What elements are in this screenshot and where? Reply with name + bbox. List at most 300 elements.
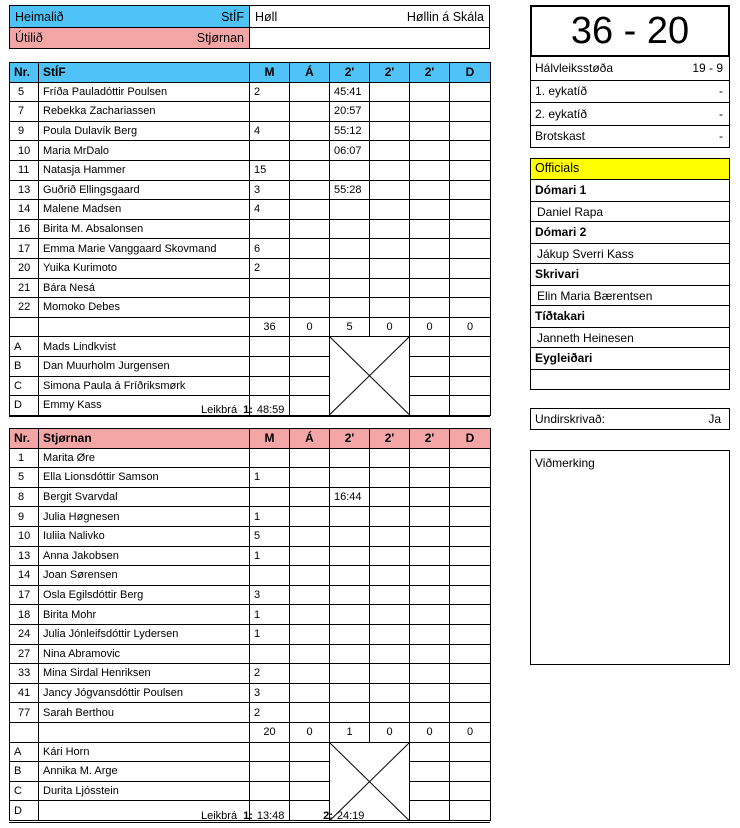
staff-m	[250, 781, 290, 801]
roster-header	[10, 63, 491, 83]
venue-label: Høll	[255, 9, 278, 24]
player-t1	[330, 160, 370, 180]
player-a	[290, 683, 330, 703]
col-a: Á	[290, 429, 330, 449]
player-name: Julia Jónleifsdóttir Lydersen	[39, 624, 250, 644]
player-name: Rebekka Zachariassen	[39, 102, 250, 122]
staff-code: B	[10, 356, 39, 376]
staff-m	[250, 356, 290, 376]
total-t2: 0	[370, 317, 410, 337]
player-t3	[410, 526, 450, 546]
player-name: Sarah Berthou	[39, 703, 250, 723]
player-t1	[330, 644, 370, 664]
player-row	[10, 82, 491, 102]
official-name-blank	[531, 369, 729, 389]
total-t1: 1	[330, 722, 370, 742]
player-a	[290, 200, 330, 220]
player-name: Bergit Svarvdal	[39, 487, 250, 507]
summary-row	[531, 80, 729, 103]
player-d	[450, 624, 491, 644]
player-t3	[410, 121, 450, 141]
player-name: Ella Lionsdóttir Samson	[39, 468, 250, 488]
col-team: StÍF	[39, 63, 250, 83]
player-number: 16	[10, 219, 39, 239]
player-t2	[370, 605, 410, 625]
total-d: 0	[450, 722, 491, 742]
player-t1: 20:57	[330, 102, 370, 122]
player-number: 11	[10, 160, 39, 180]
player-t1	[330, 683, 370, 703]
player-t1	[330, 468, 370, 488]
player-number: 27	[10, 644, 39, 664]
player-number: 18	[10, 605, 39, 625]
player-name: Emma Marie Vanggaard Skovmand	[39, 239, 250, 259]
player-a	[290, 526, 330, 546]
away-timeouts	[9, 810, 490, 823]
player-number: 41	[10, 683, 39, 703]
player-m: 6	[250, 239, 290, 259]
player-t2	[370, 200, 410, 220]
timeout-time: 24:19	[336, 810, 365, 822]
player-number: 14	[10, 566, 39, 586]
total-m: 36	[250, 317, 290, 337]
player-row	[10, 141, 491, 161]
player-a	[290, 448, 330, 468]
player-t2	[370, 507, 410, 527]
player-row	[10, 585, 491, 605]
player-a	[290, 644, 330, 664]
player-t1	[330, 585, 370, 605]
staff-row	[10, 762, 491, 782]
summary-row	[531, 125, 729, 148]
score-summary	[530, 57, 730, 148]
totals-row	[10, 317, 491, 337]
player-m: 3	[250, 585, 290, 605]
away-label: Útilið	[15, 31, 43, 45]
staff-d	[450, 781, 491, 801]
player-m: 5	[250, 526, 290, 546]
player-t1	[330, 200, 370, 220]
player-t2	[370, 102, 410, 122]
timeout-entry	[323, 810, 403, 822]
staff-a	[290, 356, 330, 376]
player-t1: 16:44	[330, 487, 370, 507]
col-t3: 2'	[410, 63, 450, 83]
player-a	[290, 180, 330, 200]
player-a	[290, 487, 330, 507]
player-t2	[370, 121, 410, 141]
player-d	[450, 141, 491, 161]
player-t1: 55:12	[330, 121, 370, 141]
player-a	[290, 219, 330, 239]
staff-t3	[410, 742, 450, 762]
player-t2	[370, 278, 410, 298]
official-name: Janneth Heinesen	[531, 327, 729, 348]
staff-code: C	[10, 376, 39, 396]
player-number: 14	[10, 200, 39, 220]
player-d	[450, 278, 491, 298]
player-name: Birita M. Absalonsen	[39, 219, 250, 239]
venue-cell	[250, 6, 489, 27]
player-row	[10, 121, 491, 141]
summary-label: 1. eykatíð	[535, 84, 588, 99]
player-number: 20	[10, 258, 39, 278]
staff-m	[250, 742, 290, 762]
total-t1: 5	[330, 317, 370, 337]
player-row	[10, 219, 491, 239]
player-t3	[410, 200, 450, 220]
staff-m	[250, 337, 290, 357]
col-t3: 2'	[410, 429, 450, 449]
staff-row	[10, 376, 491, 396]
cross-mark	[330, 742, 410, 820]
player-t3	[410, 487, 450, 507]
timeout-number: 2:	[323, 810, 333, 822]
blank-cell	[250, 28, 489, 48]
col-t1: 2'	[330, 429, 370, 449]
player-d	[450, 566, 491, 586]
player-m	[250, 644, 290, 664]
player-a	[290, 585, 330, 605]
player-t1	[330, 219, 370, 239]
player-row	[10, 683, 491, 703]
player-name: Jancy Jógvansdóttir Poulsen	[39, 683, 250, 703]
player-t1	[330, 448, 370, 468]
player-number: 1	[10, 448, 39, 468]
official-role: Eygleiðari	[535, 351, 593, 365]
player-m: 1	[250, 507, 290, 527]
player-number: 17	[10, 585, 39, 605]
player-t2	[370, 82, 410, 102]
official-name: Elin Maria Bærentsen	[531, 285, 729, 306]
staff-code: D	[10, 396, 39, 416]
signed-value: Ja	[708, 412, 721, 426]
player-number: 7	[10, 102, 39, 122]
totals-blank	[10, 317, 39, 337]
player-row	[10, 468, 491, 488]
player-a	[290, 703, 330, 723]
staff-d	[450, 376, 491, 396]
player-number: 10	[10, 141, 39, 161]
player-t2	[370, 487, 410, 507]
player-d	[450, 585, 491, 605]
player-t2	[370, 160, 410, 180]
player-row	[10, 526, 491, 546]
player-row	[10, 703, 491, 723]
staff-d	[450, 356, 491, 376]
summary-value: -	[719, 129, 723, 144]
player-m	[250, 141, 290, 161]
staff-code: C	[10, 781, 39, 801]
player-m: 2	[250, 258, 290, 278]
player-name: Yuika Kurimoto	[39, 258, 250, 278]
player-m	[250, 298, 290, 318]
col-a: Á	[290, 63, 330, 83]
staff-name: Annika M. Arge	[39, 762, 250, 782]
player-d	[450, 468, 491, 488]
total-t3: 0	[410, 722, 450, 742]
timeout-entry	[243, 404, 323, 416]
player-t3	[410, 624, 450, 644]
player-name: Guðrið Ellingsgaard	[39, 180, 250, 200]
player-t2	[370, 644, 410, 664]
player-a	[290, 468, 330, 488]
summary-label: Brotskast	[535, 129, 586, 144]
col-t2: 2'	[370, 63, 410, 83]
player-number: 8	[10, 487, 39, 507]
timeout-number: 1:	[243, 404, 253, 416]
player-t3	[410, 644, 450, 664]
staff-row	[10, 356, 491, 376]
total-a: 0	[290, 317, 330, 337]
player-t3	[410, 448, 450, 468]
player-row	[10, 298, 491, 318]
staff-name: Simona Paula á Fríðriksmørk	[39, 376, 250, 396]
away-team-cell	[10, 28, 250, 48]
player-number: 13	[10, 180, 39, 200]
player-a	[290, 546, 330, 566]
player-d	[450, 298, 491, 318]
staff-row	[10, 337, 491, 357]
player-row	[10, 605, 491, 625]
player-t3	[410, 298, 450, 318]
player-d	[450, 487, 491, 507]
final-score: 36 - 20	[530, 5, 730, 57]
timeout-label: Leikbrá	[201, 404, 238, 416]
player-t2	[370, 239, 410, 259]
player-t1	[330, 546, 370, 566]
staff-t3	[410, 781, 450, 801]
player-row	[10, 278, 491, 298]
staff-a	[290, 337, 330, 357]
totals-blank	[10, 722, 39, 742]
player-d	[450, 703, 491, 723]
staff-name: Mads Lindkvist	[39, 337, 250, 357]
staff-name: Durita Ljósstein	[39, 781, 250, 801]
player-a	[290, 141, 330, 161]
player-m: 15	[250, 160, 290, 180]
player-number: 22	[10, 298, 39, 318]
player-number: 21	[10, 278, 39, 298]
staff-m	[250, 762, 290, 782]
player-t3	[410, 507, 450, 527]
player-number: 77	[10, 703, 39, 723]
staff-m	[250, 376, 290, 396]
player-d	[450, 507, 491, 527]
staff-a	[290, 376, 330, 396]
player-d	[450, 160, 491, 180]
player-d	[450, 605, 491, 625]
timeout-entry	[243, 810, 323, 822]
player-number: 33	[10, 664, 39, 684]
player-d	[450, 546, 491, 566]
player-t2	[370, 468, 410, 488]
staff-t3	[410, 337, 450, 357]
player-t3	[410, 141, 450, 161]
player-row	[10, 200, 491, 220]
player-m: 1	[250, 468, 290, 488]
signed-label: Undirskrivað:	[535, 412, 606, 426]
player-m	[250, 448, 290, 468]
col-d: D	[450, 63, 491, 83]
player-t1: 06:07	[330, 141, 370, 161]
player-t2	[370, 664, 410, 684]
officials-panel	[530, 158, 730, 390]
staff-t3	[410, 356, 450, 376]
player-name: Momoko Debes	[39, 298, 250, 318]
player-t1	[330, 703, 370, 723]
total-t3: 0	[410, 317, 450, 337]
player-m: 3	[250, 683, 290, 703]
player-t1	[330, 664, 370, 684]
player-t1	[330, 605, 370, 625]
official-role: Tíðtakari	[535, 309, 586, 323]
col-nr: Nr.	[10, 63, 39, 83]
player-a	[290, 82, 330, 102]
player-d	[450, 180, 491, 200]
player-row	[10, 566, 491, 586]
player-row	[10, 102, 491, 122]
match-header	[9, 5, 490, 49]
player-name: Osla Egilsdóttir Berg	[39, 585, 250, 605]
col-t2: 2'	[370, 429, 410, 449]
player-t3	[410, 278, 450, 298]
player-number: 24	[10, 624, 39, 644]
player-m: 3	[250, 180, 290, 200]
player-name: Bára Nesá	[39, 278, 250, 298]
player-t1: 55:28	[330, 180, 370, 200]
total-a: 0	[290, 722, 330, 742]
staff-row	[10, 742, 491, 762]
player-number: 10	[10, 526, 39, 546]
player-t1	[330, 278, 370, 298]
player-t2	[370, 219, 410, 239]
col-m: M	[250, 63, 290, 83]
player-d	[450, 219, 491, 239]
col-nr: Nr.	[10, 429, 39, 449]
player-d	[450, 102, 491, 122]
timeout-label: Leikbrá	[201, 810, 238, 822]
player-d	[450, 258, 491, 278]
notes-box	[530, 450, 730, 665]
player-a	[290, 664, 330, 684]
player-t1	[330, 624, 370, 644]
summary-value: -	[719, 84, 723, 99]
player-t3	[410, 180, 450, 200]
player-t1: 45:41	[330, 82, 370, 102]
staff-code: A	[10, 742, 39, 762]
player-d	[450, 448, 491, 468]
summary-label: 2. eykatíð	[535, 106, 588, 121]
staff-a	[290, 742, 330, 762]
player-row	[10, 624, 491, 644]
player-m: 2	[250, 703, 290, 723]
home-team-cell	[10, 6, 250, 27]
player-a	[290, 102, 330, 122]
player-m: 2	[250, 664, 290, 684]
official-role: Dómari 2	[535, 225, 587, 239]
player-t1	[330, 239, 370, 259]
player-number: 9	[10, 507, 39, 527]
home-label: Heimalið	[15, 9, 64, 24]
player-t2	[370, 546, 410, 566]
player-a	[290, 605, 330, 625]
col-team: Stjørnan	[39, 429, 250, 449]
player-d	[450, 200, 491, 220]
player-row	[10, 507, 491, 527]
player-t3	[410, 664, 450, 684]
staff-d	[450, 762, 491, 782]
home-roster-table	[9, 62, 491, 416]
player-t2	[370, 703, 410, 723]
player-a	[290, 121, 330, 141]
player-m	[250, 219, 290, 239]
player-t3	[410, 258, 450, 278]
player-d	[450, 239, 491, 259]
player-row	[10, 664, 491, 684]
player-name: Fríða Pauladóttir Poulsen	[39, 82, 250, 102]
player-row	[10, 448, 491, 468]
player-d	[450, 683, 491, 703]
player-row	[10, 180, 491, 200]
player-t2	[370, 526, 410, 546]
staff-d	[450, 337, 491, 357]
totals-blank	[39, 317, 250, 337]
officials-title: Officials	[531, 159, 729, 180]
player-t3	[410, 219, 450, 239]
home-team-name: StÍF	[221, 9, 244, 24]
player-t3	[410, 468, 450, 488]
away-roster-table	[9, 428, 491, 821]
player-m: 1	[250, 605, 290, 625]
player-number: 17	[10, 239, 39, 259]
player-number: 9	[10, 121, 39, 141]
home-timeouts	[9, 404, 490, 417]
player-t3	[410, 605, 450, 625]
summary-row	[531, 102, 729, 125]
notes-label: Viðmerking	[535, 456, 595, 470]
staff-name: Emmy Kass	[39, 396, 250, 416]
player-m	[250, 487, 290, 507]
player-a	[290, 278, 330, 298]
official-role: Dómari 1	[535, 183, 587, 197]
player-t3	[410, 546, 450, 566]
timeout-time: 48:59	[256, 404, 285, 416]
col-m: M	[250, 429, 290, 449]
player-d	[450, 664, 491, 684]
player-t2	[370, 298, 410, 318]
summary-row	[531, 57, 729, 80]
player-t2	[370, 141, 410, 161]
player-row	[10, 644, 491, 664]
player-t2	[370, 566, 410, 586]
player-t3	[410, 160, 450, 180]
staff-a	[290, 762, 330, 782]
player-name: Natasja Hammer	[39, 160, 250, 180]
player-name: Nina Abramovic	[39, 644, 250, 664]
timeout-number: 1:	[243, 810, 253, 822]
player-row	[10, 160, 491, 180]
player-d	[450, 82, 491, 102]
player-m: 2	[250, 82, 290, 102]
total-m: 20	[250, 722, 290, 742]
player-t2	[370, 258, 410, 278]
staff-t3	[410, 762, 450, 782]
player-t3	[410, 683, 450, 703]
totals-blank	[39, 722, 250, 742]
player-a	[290, 298, 330, 318]
player-d	[450, 526, 491, 546]
